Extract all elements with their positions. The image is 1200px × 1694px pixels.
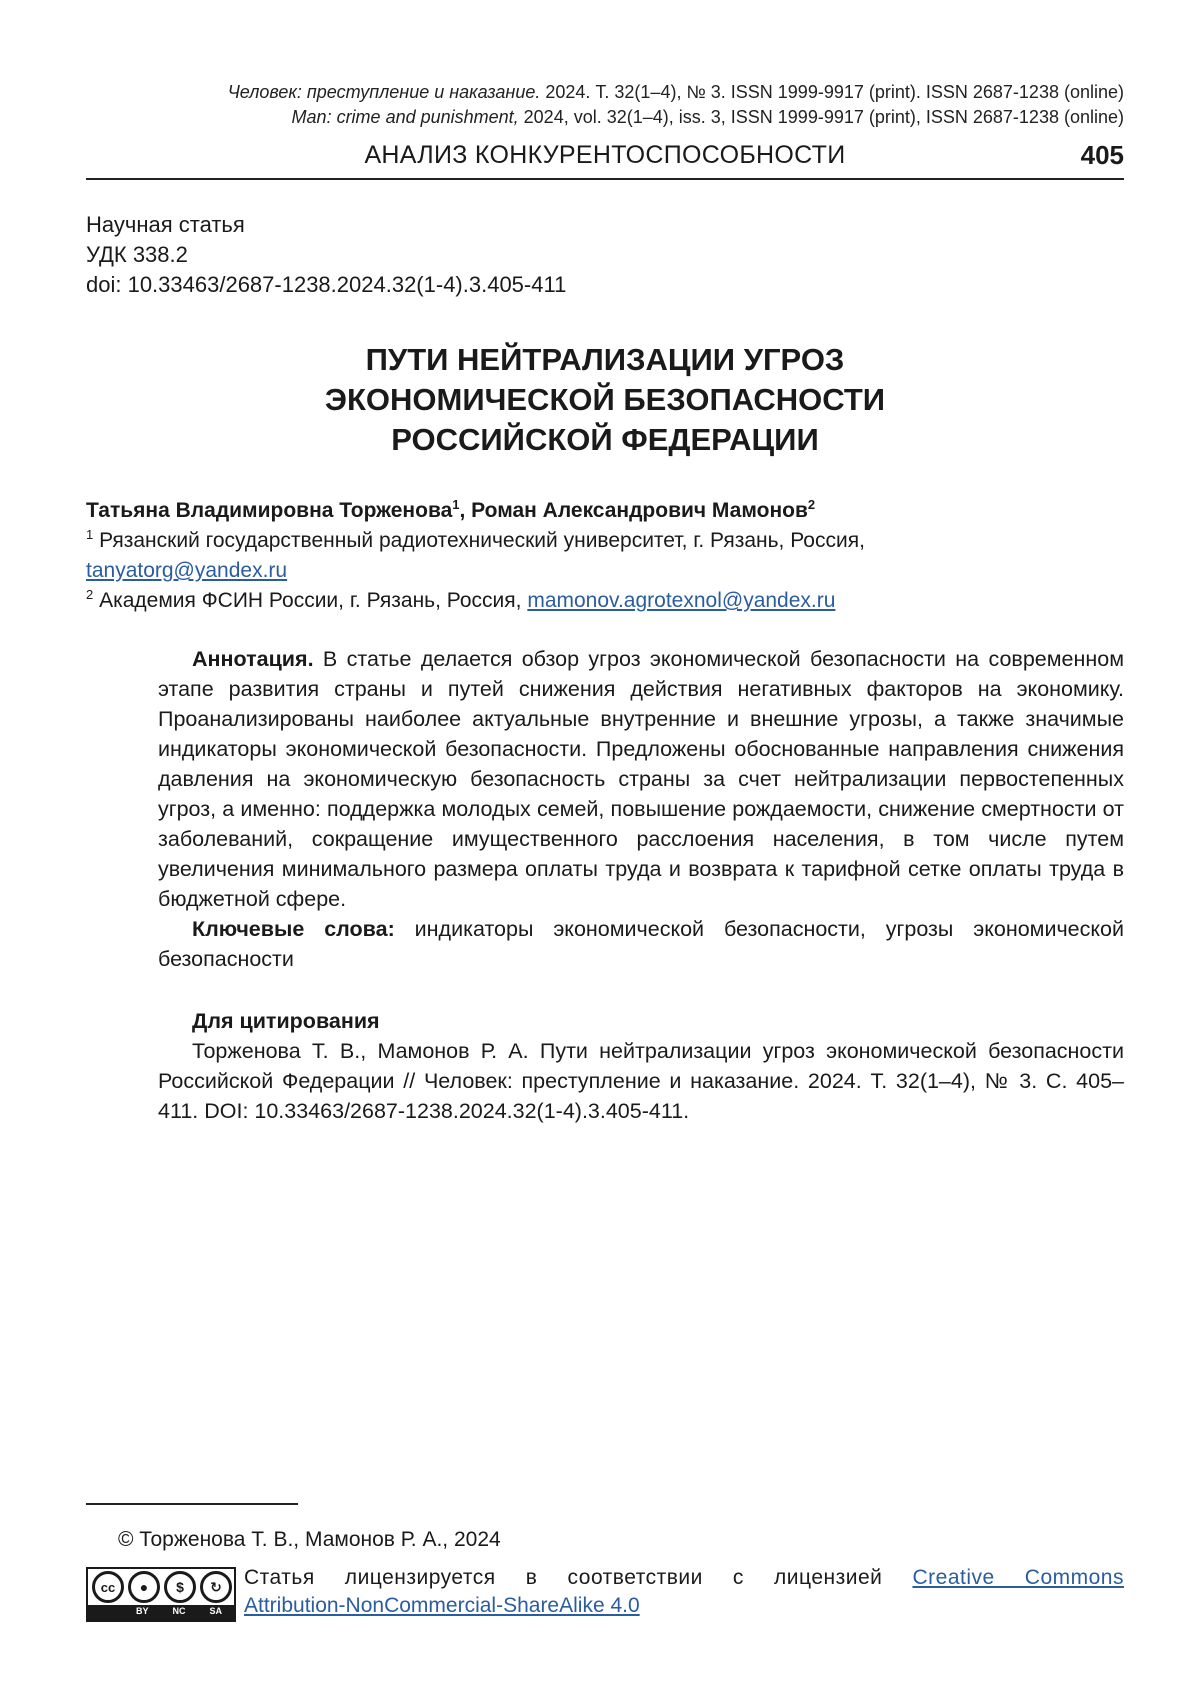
journal-header-ru [86, 80, 1124, 105]
keywords [158, 914, 1124, 974]
article-type: Научная статья [86, 212, 245, 237]
license-link-part1[interactable]: Creative Commons [912, 1566, 1124, 1589]
author-1-sup: 1 [452, 497, 460, 512]
affiliation-2-email-link[interactable]: mamonov.agrotexnol@yandex.ru [527, 589, 836, 612]
author-1: Татьяна Владимировна Торженова [86, 499, 453, 522]
author-2-sup: 2 [807, 497, 816, 512]
license-notice [244, 1564, 1124, 1620]
citation-block [158, 1006, 1124, 1126]
abstract-label: Аннотация. [192, 647, 314, 671]
authors [86, 496, 1124, 526]
author-separator: , [459, 499, 472, 522]
sharealike-icon: ↻ [200, 1571, 232, 1603]
journal-header-en [86, 105, 1124, 130]
attribution-icon: ● [128, 1571, 160, 1603]
title-line-2: ЭКОНОМИЧЕСКОЙ БЕЗОПАСНОСТИ [324, 382, 886, 417]
affiliation-2-text: Академия ФСИН России, г. Рязань, Россия, [93, 589, 528, 612]
journal-name-ru: Человек: преступление и наказание. [227, 82, 541, 102]
affiliation-1-sup: 1 [86, 527, 94, 542]
journal-issue-en: 2024, vol. 32(1–4), iss. 3, ISSN 1999-9917 (print), ISSN 2687-1238 (online) [518, 107, 1124, 127]
affiliation-2 [86, 586, 1124, 616]
section-header [86, 138, 1124, 180]
cc-by-nc-sa-badge[interactable] [86, 1567, 236, 1622]
keywords-text: индикаторы экономической безопасности, угрозы экономической безопасности [158, 917, 1124, 971]
keywords-label: Ключевые слова: [192, 917, 395, 941]
doi: doi: 10.33463/2687-1238.2024.32(1-4).3.405-411 [86, 272, 567, 297]
journal-name-en: Man: crime and punishment, [291, 107, 519, 127]
cc-label-sa: SA [209, 1606, 222, 1616]
section-title: АНАЛИЗ КОНКУРЕНТОСПОСОБНОСТИ [364, 141, 846, 169]
affiliation-1 [86, 526, 1124, 586]
license-link-part2[interactable]: Attribution-NonCommercial-ShareAlike 4.0 [244, 1594, 640, 1617]
title-line-3: РОССИЙСКОЙ ФЕДЕРАЦИИ [391, 422, 819, 457]
udc-code: УДК 338.2 [86, 242, 188, 267]
abstract-text: В статье делается обзор угроз экономической безопасности на современном этапе развития страны и путей снижения действия негативных факторов на экономику. Проанализированы наиболее актуальные внутренние и внешние угрозы, а также значимые индикаторы экономической безопасности. Предложены обоснованные направления снижения давления на экономическую безопасность страны за счет нейтрализации первостепенных угроз, а именно: поддержка молодых семей, повышение рождаемости, снижение смертности от заболеваний, сокращение имущественного расслоения населения, в том числе путем увеличения минимального размера оплаты труда и возврата к тарифной сетке оплаты труда в бюджетной сфере. [158, 647, 1124, 911]
footnote-divider [86, 1503, 298, 1505]
title-line-1: ПУТИ НЕЙТРАЛИЗАЦИИ УГРОЗ [365, 342, 845, 377]
citation-label: Для цитирования [192, 1009, 380, 1033]
cc-label-by: BY [135, 1606, 149, 1616]
journal-issue-ru: 2024. Т. 32(1–4), № 3. ISSN 1999-9917 (print). ISSN 2687-1238 (online) [540, 82, 1124, 102]
author-2: Роман Александрович Мамонов [471, 499, 808, 522]
cc-icon: cc [92, 1571, 124, 1603]
citation-text: Торженова Т. В., Мамонов Р. А. Пути нейтрализации угроз экономической безопасности Российской Федерации // Человек: преступление и наказание. 2024. Т. 32(1–4), № 3. С. 405–411. DOI: 10.33463/2687-1238.2024.32(1-4).3.405-411. [158, 1039, 1124, 1123]
page-number: 405 [1080, 140, 1124, 170]
article-title [86, 340, 1124, 460]
abstract-block [158, 644, 1124, 1126]
license-text: Статья лицензируется в соответствии с лицензией [244, 1566, 913, 1589]
copyright: © Торженова Т. В., Мамонов Р. А., 2024 [118, 1528, 501, 1551]
article-page [86, 80, 1124, 1126]
affiliation-1-email-link[interactable]: tanyatorg@yandex.ru [86, 559, 288, 582]
cc-label-nc: NC [172, 1606, 186, 1616]
affiliation-1-text: Рязанский государственный радиотехнический университет, г. Рязань, Россия, [93, 529, 865, 552]
noncommercial-icon: $ [164, 1571, 196, 1603]
abstract [158, 644, 1124, 914]
article-meta [86, 210, 1124, 300]
affiliation-2-sup: 2 [86, 587, 94, 602]
